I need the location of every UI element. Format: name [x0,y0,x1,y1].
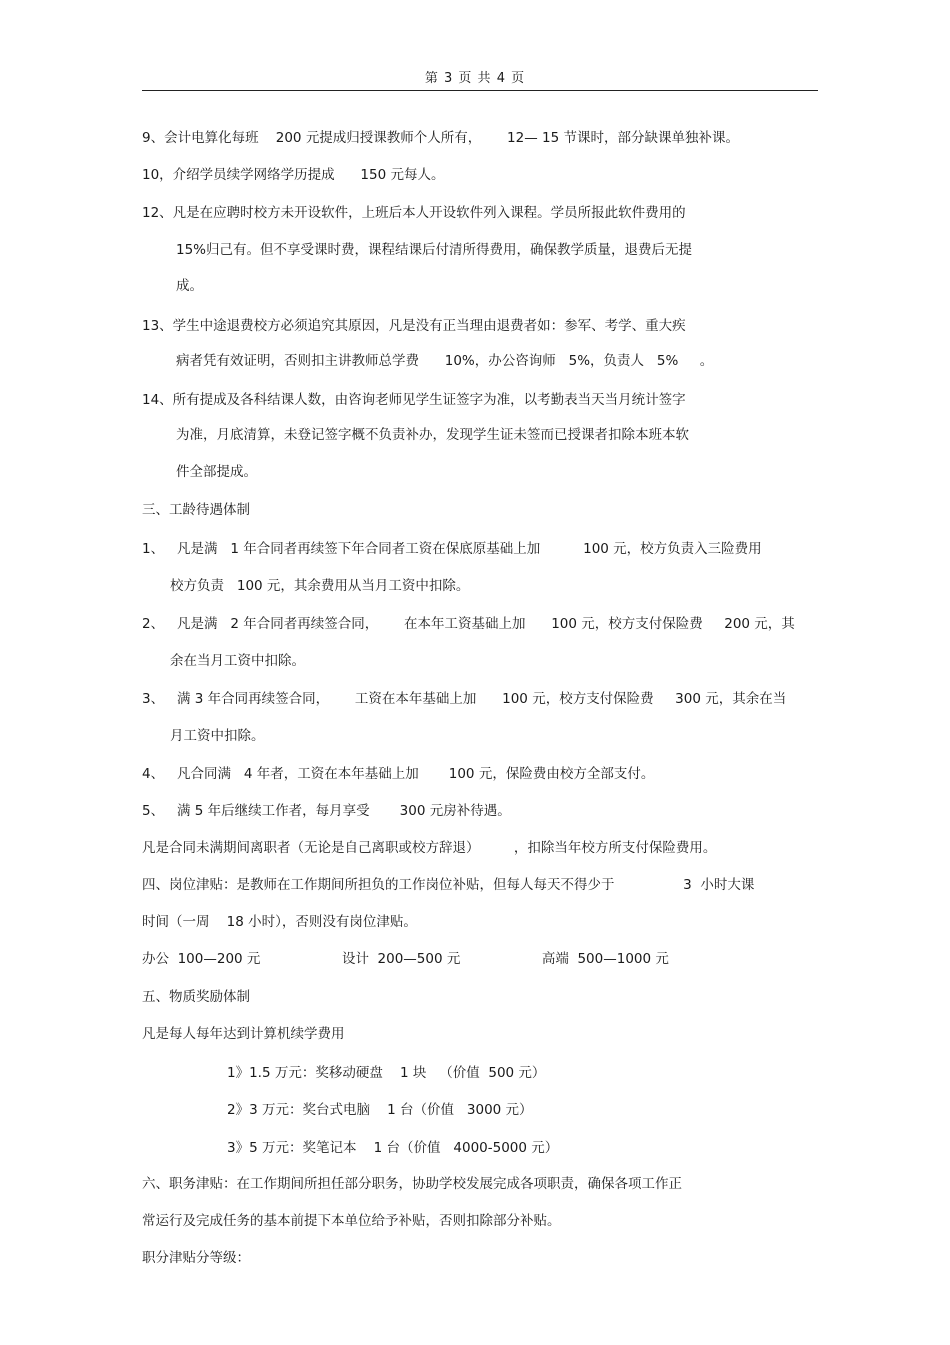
text-line: 凡是每人每年达到计算机续学费用 [142,1026,345,1042]
text-line: 5、 满 5 年后继续工作者，每月享受 300 元房补待遇。 [142,803,511,819]
list-item: 3》5 万元：奖笔记本 1 台（价值 4000-5000 元） [227,1140,559,1156]
text-line: 职分津贴分等级： [142,1250,250,1266]
text-line: 14、所有提成及各科结课人数，由咨询老师见学生证签字为准，以考勤表当天当月统计签字 [142,392,686,408]
text-line: 校方负责 100 元，其余费用从当月工资中扣除。 [170,578,470,594]
list-item: 2》3 万元：奖台式电脑 1 台（价值 3000 元） [227,1102,533,1118]
text-line: 病者凭有效证明，否则扣主讲教师总学费 10%，办公咨询师 5%，负责人 5% 。 [176,353,714,369]
text-line: 办公 100—200 元 设计 200—500 元 高端 500—1000 元 [142,951,669,967]
text-line: 12、凡是在应聘时校方未开设软件，上班后本人开设软件列入课程。学员所报此软件费用的 [142,205,686,221]
text-line: 凡是合同未满期间离职者（无论是自己离职或校方辞退） ，扣除当年校方所支付保险费用。 [142,840,717,856]
list-item: 1》1.5 万元：奖移动硬盘 1 块 （价值 500 元） [227,1065,546,1081]
text-line: 时间（一周 18 小时），否则没有岗位津贴。 [142,914,417,930]
text-line: 常运行及完成任务的基本前提下本单位给予补贴，否则扣除部分补贴。 [142,1213,561,1229]
text-line: 月工资中扣除。 [170,728,265,744]
text-line: 13、学生中途退费校方必须追究其原因，凡是没有正当理由退费者如：参军、考学、重大疾 [142,318,686,334]
header-divider [142,90,818,91]
text-line: 件全部提成。 [176,464,257,480]
text-line: 余在当月工资中扣除。 [170,653,305,669]
text-line: 10，介绍学员续学网络学历提成 150 元每人。 [142,167,445,183]
section-heading: 六、职务津贴：在工作期间所担任部分职务，协助学校发展完成各项职责，确保各项工作正 [142,1176,682,1192]
section-heading: 三、工龄待遇体制 [142,502,250,518]
text-line: 9、会计电算化每班 200 元提成归授课教师个人所有， 12— 15 节课时，部分缺课单独补课。 [142,130,739,146]
section-heading: 五、物质奖励体制 [142,989,250,1005]
text-line: 成。 [176,278,203,294]
page-number-header: 第 3 页 共 4 页 [424,71,526,86]
text-line: 3、 满 3 年合同再续签合同， 工资在本年基础上加 100 元，校方支付保险费 300 元，其余在当 [142,691,787,707]
text-line: 15%归己有。但不享受课时费，课程结课后付清所得费用，确保教学质量，退费后无提 [176,242,693,258]
text-line: 1、 凡是满 1 年合同者再续签下年合同者工资在保底原基础上加 100 元，校方负责入三险费用 [142,541,762,557]
section-heading: 四、岗位津贴：是教师在工作期间所担负的工作岗位补贴，但每人每天不得少于 3 小时大课 [142,877,755,893]
text-line: 4、 凡合同满 4 年者，工资在本年基础上加 100 元，保险费由校方全部支付。 [142,766,655,782]
text-line: 2、 凡是满 2 年合同者再续签合同， 在本年工资基础上加 100 元，校方支付保险费 200 元，其 [142,616,795,632]
text-line: 为准，月底清算，未登记签字概不负责补办，发现学生证未签而已授课者扣除本班本软 [176,427,689,443]
